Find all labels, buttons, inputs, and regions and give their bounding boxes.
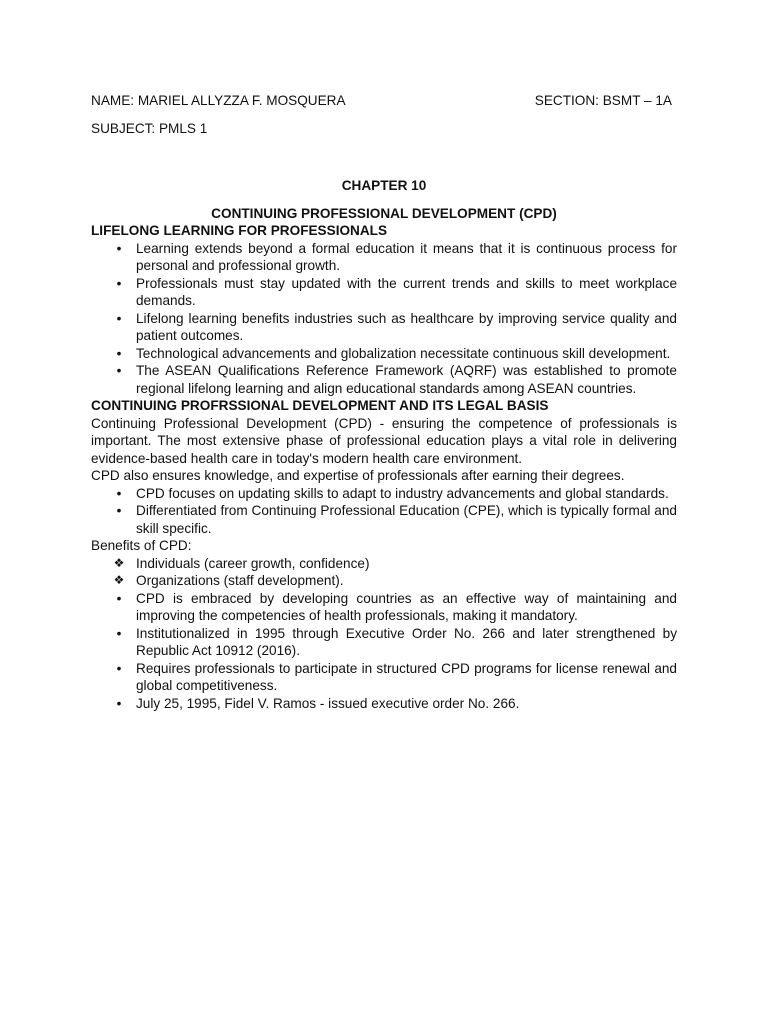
list-item xyxy=(116,275,677,310)
list-item xyxy=(116,590,677,625)
bullet-icon: • xyxy=(116,275,122,291)
bullet-icon: • xyxy=(116,503,122,518)
section-heading-cpd-legal-basis: CONTINUING PROFRSSIONAL DEVELOPMENT AND ITS LEGAL BASIS xyxy=(91,398,549,413)
bullet-icon: • xyxy=(116,240,122,256)
bullet-icon: • xyxy=(116,695,122,711)
list-item-text: Institutionalized in 1995 through Executive Order No. 266 and later strengthened by Republic Act 10912 (2016). xyxy=(136,625,677,658)
chapter-title: CONTINUING PROFESSIONAL DEVELOPMENT (CPD) xyxy=(211,205,557,221)
list-item xyxy=(116,345,677,363)
subject-line: SUBJECT: PMLS 1 xyxy=(91,121,208,136)
student-section: SECTION: BSMT – 1A xyxy=(534,93,672,108)
section-heading-lifelong-learning: LIFELONG LEARNING FOR PROFESSIONALS xyxy=(91,223,388,238)
list-item-text: Requires professionals to participate in structured CPD programs for license renewal and global competitiveness. xyxy=(136,660,677,693)
benefit-item xyxy=(113,555,677,573)
student-name: NAME: MARIEL ALLYZZA F. MOSQUERA xyxy=(91,93,346,108)
list-item-text: Organizations (staff development). xyxy=(136,573,344,588)
list-item-text: Professionals must stay updated with the current trends and skills to meet workplace demands. xyxy=(136,275,677,308)
bullet-icon: • xyxy=(116,590,122,606)
cpd-intro-paragraph: Continuing Professional Development (CPD) - ensuring the competence of professionals is important. The most extensive phase of professional education plays a vital role in delivering evidence-based health care in today's modern health care environment. xyxy=(91,415,677,466)
lifelong-learning-list xyxy=(91,240,677,398)
cpd-legal-list xyxy=(91,590,677,713)
benefits-list xyxy=(91,555,677,590)
list-item xyxy=(116,310,677,345)
list-item xyxy=(116,362,677,397)
chapter-number: CHAPTER 10 xyxy=(341,177,427,193)
bullet-icon: • xyxy=(116,363,122,378)
list-item-text: Individuals (career growth, confidence) xyxy=(136,555,370,571)
list-item-text: Lifelong learning benefits industries such as healthcare by improving service quality and patient outcomes. xyxy=(136,310,677,343)
list-item-text: July 25, 1995, Fidel V. Ramos - issued executive order No. 266. xyxy=(136,695,520,711)
list-item xyxy=(116,660,677,695)
cpd-focus-list xyxy=(91,485,677,538)
diamond-bullet-icon: ❖ xyxy=(113,573,125,587)
bullet-icon: • xyxy=(116,345,122,361)
list-item-text: Technological advancements and globalization necessitate continuous skill development. xyxy=(136,345,671,361)
cpd-knowledge-paragraph: CPD also ensures knowledge, and expertise of professionals after earning their degrees. xyxy=(91,468,625,483)
list-item xyxy=(116,625,677,660)
bullet-icon: • xyxy=(116,660,122,676)
list-item xyxy=(116,485,677,503)
list-item-text: CPD focuses on updating skills to adapt to industry advancements and global standards. xyxy=(136,485,669,501)
list-item-text: The ASEAN Qualifications Reference Framework (AQRF) was established to promote regional lifelong learning and align educational standards among ASEAN countries. xyxy=(136,363,677,396)
bullet-icon: • xyxy=(116,625,122,641)
list-item xyxy=(116,502,677,537)
list-item-text: Learning extends beyond a formal education it means that it is continuous process for personal and professional growth. xyxy=(136,240,677,273)
list-item-text: CPD is embraced by developing countries as an effective way of maintaining and improving the competencies of health professionals, making it mandatory. xyxy=(136,590,677,623)
header-row xyxy=(91,92,677,110)
bullet-icon: • xyxy=(116,310,122,326)
list-item-text: Differentiated from Continuing Professional Education (CPE), which is typically formal and skill specific. xyxy=(136,503,677,536)
list-item xyxy=(116,695,677,713)
benefit-item xyxy=(113,572,677,590)
benefits-label: Benefits of CPD: xyxy=(91,538,192,553)
diamond-bullet-icon: ❖ xyxy=(113,555,125,570)
list-item xyxy=(116,240,677,275)
bullet-icon: • xyxy=(116,485,122,501)
